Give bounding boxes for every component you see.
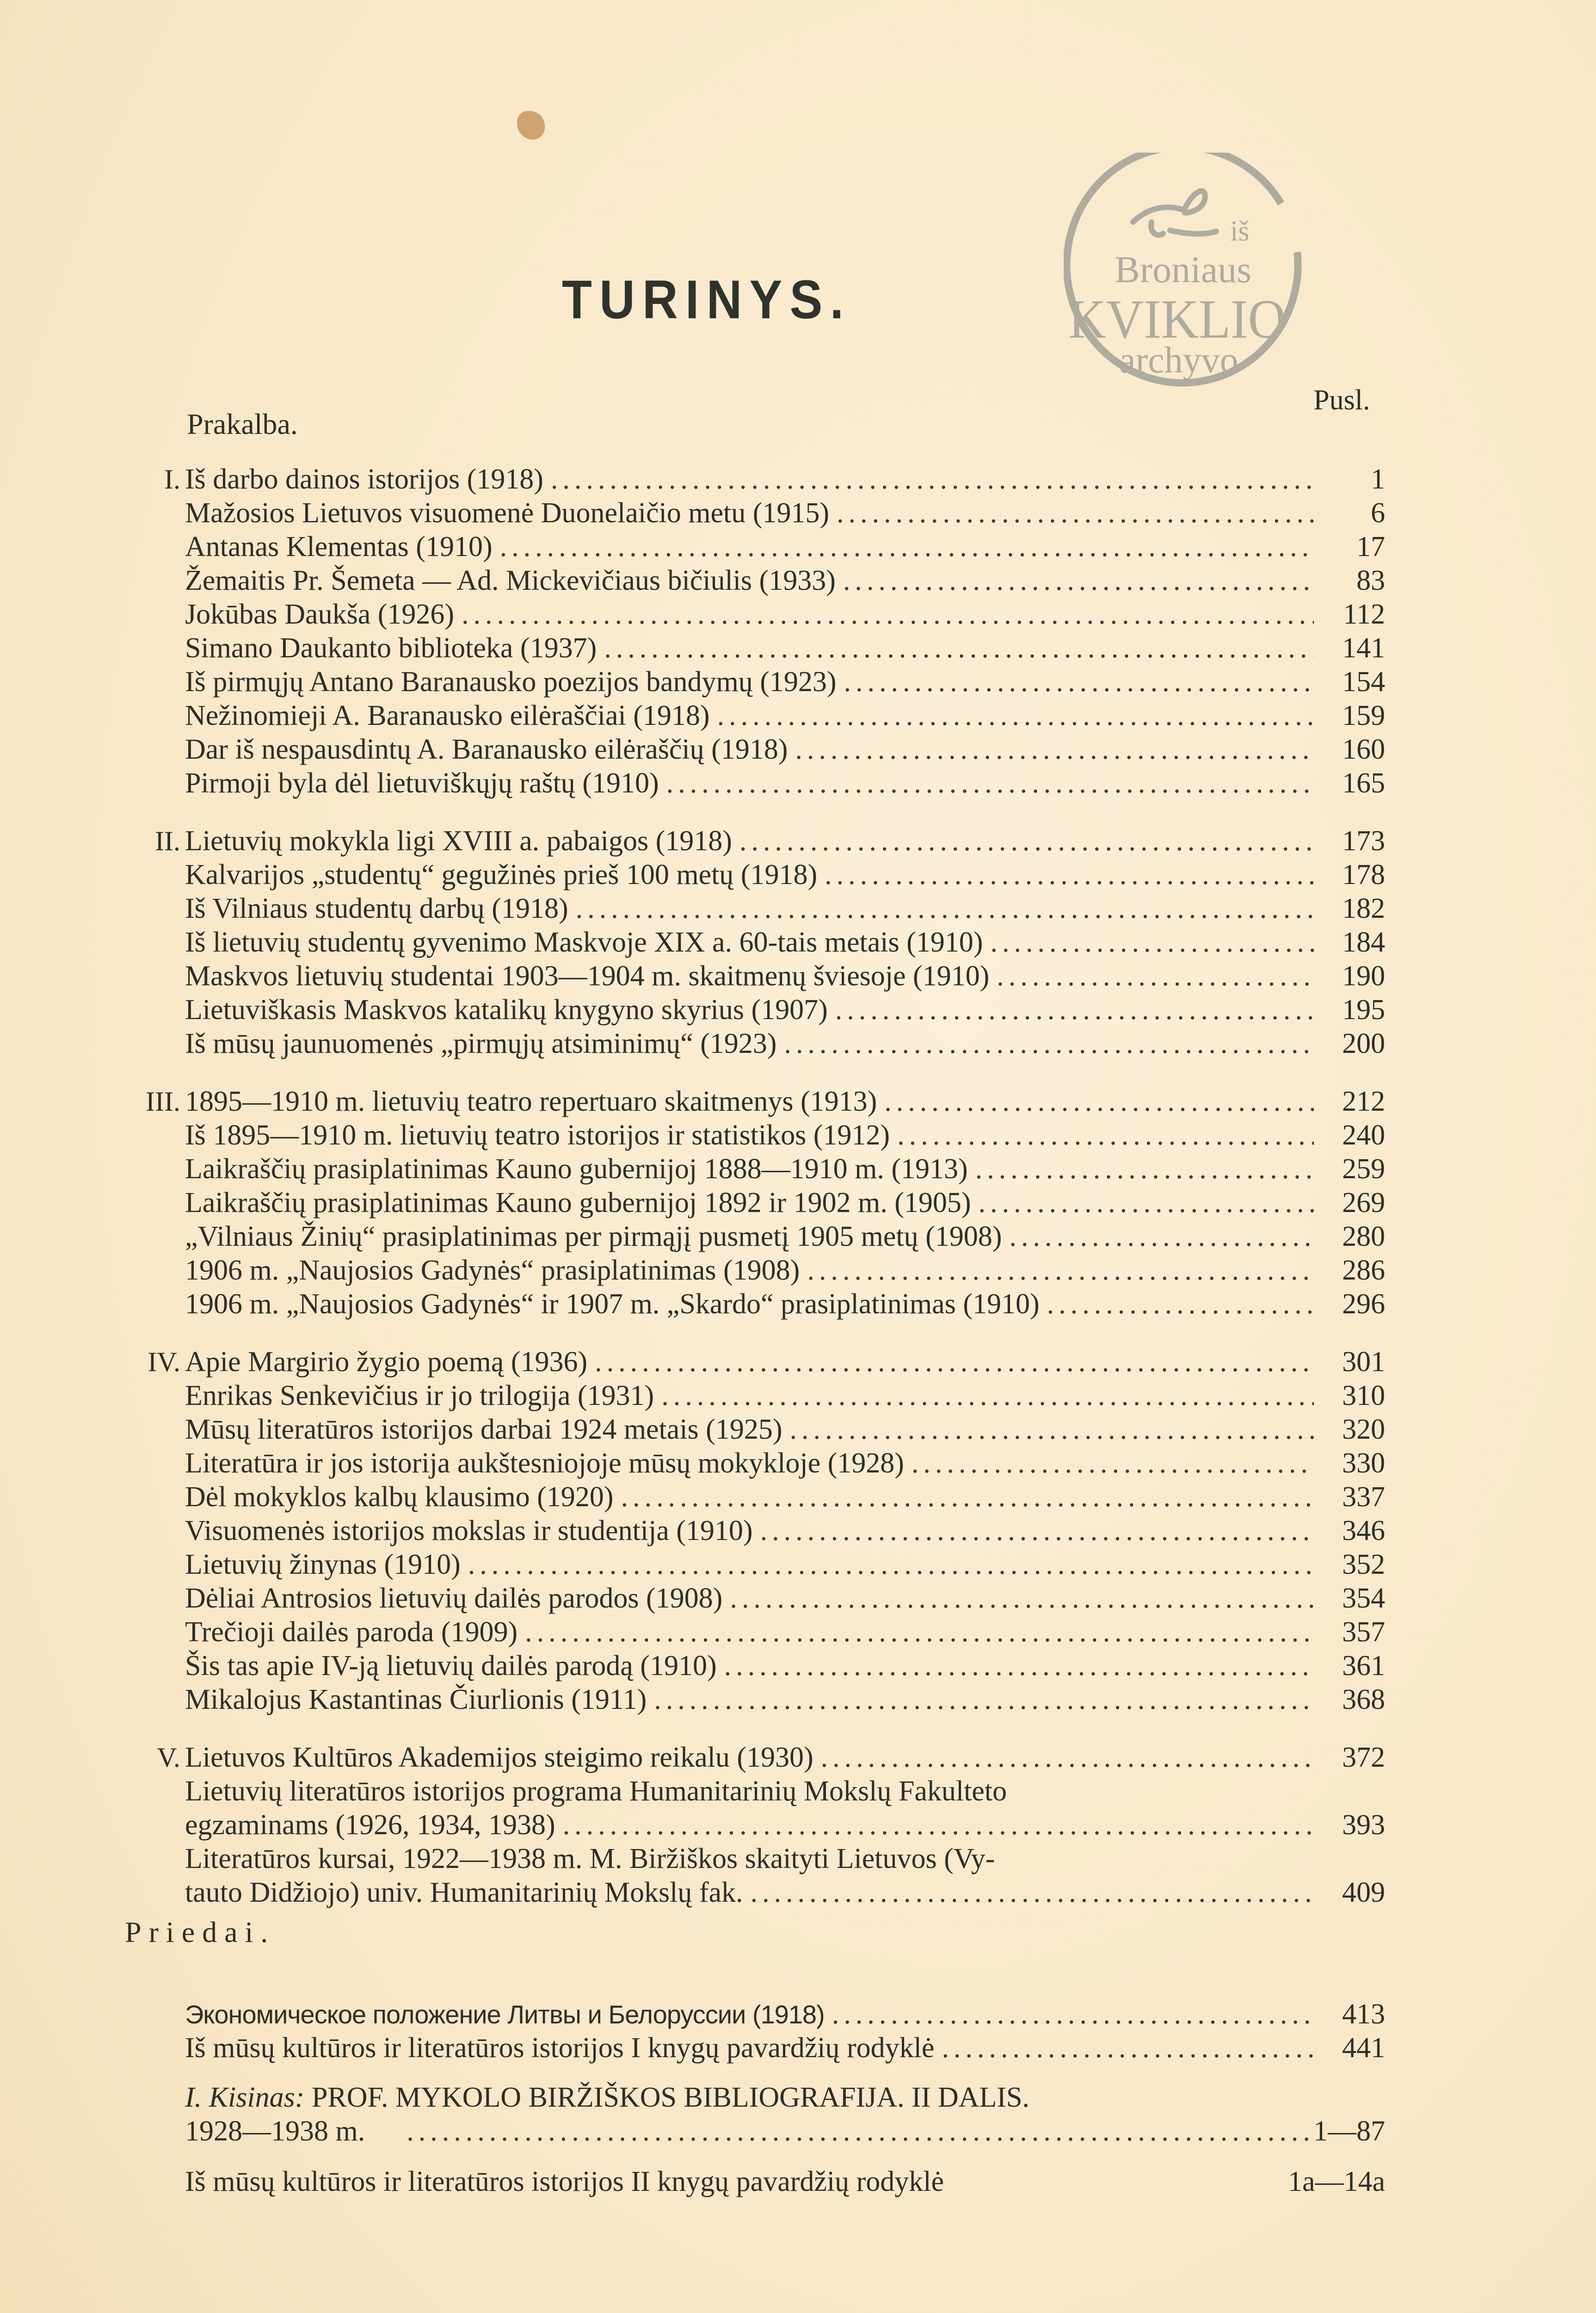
entry-title: Kalvarijos „studentų“ gegužinės prieš 100 metų (1918) bbox=[185, 859, 818, 891]
entry-page: 240 bbox=[1342, 1119, 1385, 1151]
toc-entry[interactable] bbox=[185, 699, 1385, 733]
toc-entry[interactable] bbox=[185, 993, 1385, 1027]
dot-leader bbox=[795, 733, 1314, 767]
dot-leader bbox=[563, 1808, 1314, 1842]
entry-page: 1 bbox=[1371, 464, 1385, 495]
dot-leader bbox=[666, 767, 1314, 800]
entry-title: Literatūra ir jos istorija aukštesniojoje mūsų mokykloje (1928) bbox=[185, 1447, 904, 1479]
dot-leader bbox=[784, 1027, 1314, 1061]
entry-title: Dar iš nespausdintų A. Baranausko eilėraščių (1918) bbox=[185, 734, 788, 765]
dot-leader bbox=[912, 1447, 1314, 1480]
dot-leader bbox=[525, 1615, 1314, 1649]
dot-leader bbox=[997, 959, 1314, 993]
section-numeral: I. bbox=[164, 464, 180, 495]
entry-title: Iš 1895—1910 m. lietuvių teatro istorijos ir statistikos (1912) bbox=[185, 1119, 890, 1151]
entry-page: 354 bbox=[1342, 1583, 1385, 1614]
entry-title: Simano Daukanto biblioteka (1937) bbox=[185, 632, 597, 664]
dot-leader bbox=[576, 892, 1314, 926]
entry-title: 1928—1938 m. bbox=[185, 2115, 365, 2147]
entry-page: 280 bbox=[1342, 1221, 1385, 1252]
toc-entry[interactable] bbox=[185, 1379, 1385, 1413]
archive-stamp bbox=[1064, 153, 1313, 405]
toc-entry[interactable] bbox=[185, 1582, 1385, 1615]
toc-entry[interactable] bbox=[185, 1152, 1385, 1186]
table-of-contents bbox=[125, 463, 1385, 1934]
toc-entry[interactable] bbox=[185, 1808, 1385, 1842]
entry-title: Lietuviškasis Maskvos katalikų knygyno skyrius (1907) bbox=[185, 994, 828, 1026]
dot-leader bbox=[975, 1152, 1314, 1186]
stamp-branch-icon bbox=[1133, 191, 1216, 235]
entry-title: Pirmoji byla dėl lietuviškųjų raštų (1910) bbox=[185, 767, 659, 799]
entry-title: Dėl mokyklos kalbų klausimo (1920) bbox=[185, 1481, 614, 1513]
dot-leader bbox=[751, 1876, 1314, 1910]
entry-page: 259 bbox=[1342, 1153, 1385, 1185]
entry-page: 320 bbox=[1342, 1414, 1385, 1445]
entry-title: Šis tas apie IV-ją lietuvių dailės parodą (1910) bbox=[185, 1650, 717, 1682]
entry-page: 195 bbox=[1342, 994, 1385, 1026]
entry-title: 1906 m. „Naujosios Gadynės“ prasiplatinimas (1908) bbox=[185, 1255, 800, 1286]
stamp-text-archyvo: archyvo bbox=[1119, 340, 1239, 381]
dot-leader bbox=[621, 1480, 1314, 1514]
toc-entry[interactable] bbox=[185, 463, 1385, 496]
entry-page: 154 bbox=[1342, 666, 1385, 698]
section-numeral: IV. bbox=[148, 1347, 180, 1377]
entry-page: 200 bbox=[1342, 1028, 1385, 1059]
entry-title: Lietuvių mokykla ligi XVIII a. pabaigos (1918) bbox=[185, 825, 732, 857]
toc-entry[interactable] bbox=[185, 1683, 1385, 1717]
dot-leader bbox=[730, 1582, 1314, 1615]
dot-leader bbox=[897, 1119, 1314, 1152]
toc-entry[interactable] bbox=[185, 1254, 1385, 1287]
entry-title: Mažosios Lietuvos visuomenė Duonelaičio metu (1915) bbox=[185, 497, 830, 529]
bibliography-author: I. Kisinas: bbox=[185, 2082, 305, 2113]
entry-title: Žemaitis Pr. Šemeta — Ad. Mickevičiaus bičiulis (1933) bbox=[185, 565, 836, 596]
page-title: TURINYS. bbox=[562, 269, 851, 330]
entry-title: Antanas Klementas (1910) bbox=[185, 531, 493, 563]
entry-title: Iš mūsų kultūros ir literatūros istorijos II knygų pavardžių rodyklė bbox=[185, 2166, 944, 2197]
toc-entry[interactable] bbox=[185, 824, 1385, 858]
toc-section bbox=[125, 463, 1385, 800]
dot-leader bbox=[942, 2031, 1314, 2065]
entry-page: 83 bbox=[1356, 565, 1385, 596]
entry-page: 1a—14a bbox=[1288, 2166, 1385, 2197]
entry-page: 286 bbox=[1342, 1255, 1385, 1286]
entry-page: 112 bbox=[1343, 599, 1385, 630]
toc-entry[interactable] bbox=[185, 926, 1385, 959]
entry-title: Mikalojus Kastantinas Čiurlionis (1911) bbox=[185, 1684, 647, 1715]
dot-leader bbox=[979, 1186, 1314, 1220]
entry-page: 1—87 bbox=[1313, 2115, 1385, 2147]
entry-title: Iš Vilniaus studentų darbų (1918) bbox=[185, 893, 568, 924]
entry-title: Mūsų literatūros istorijos darbai 1924 metais (1925) bbox=[185, 1414, 783, 1445]
entry-title-line: Lietuvių literatūros istorijos programa Humanitarinių Mokslų Fakulteto bbox=[185, 1775, 1007, 1807]
toc-entry[interactable] bbox=[185, 1220, 1385, 1254]
entry-page: 182 bbox=[1342, 893, 1385, 924]
dot-leader bbox=[462, 598, 1314, 631]
dot-leader bbox=[807, 1254, 1314, 1287]
toc-section bbox=[125, 1085, 1385, 1321]
toc-entry[interactable] bbox=[185, 1085, 1385, 1119]
section-numeral: V. bbox=[157, 1742, 180, 1773]
dot-leader bbox=[739, 824, 1314, 858]
entry-page: 6 bbox=[1371, 497, 1385, 529]
toc-entry[interactable] bbox=[185, 1447, 1385, 1480]
dot-leader bbox=[1047, 1287, 1314, 1321]
entry-title: Jokūbas Daukša (1926) bbox=[185, 599, 455, 630]
dot-leader bbox=[1009, 1220, 1314, 1254]
entry-page: 441 bbox=[1342, 2032, 1385, 2064]
toc-entry[interactable] bbox=[185, 1998, 1385, 2031]
preface-heading: Prakalba. bbox=[187, 408, 298, 440]
entry-title-line: Literatūros kursai, 1922—1938 m. M. Biržiškos skaityti Lietuvos (Vy- bbox=[185, 1843, 995, 1874]
toc-entry[interactable] bbox=[185, 2165, 1385, 2199]
dot-leader bbox=[835, 993, 1314, 1027]
entry-page: 357 bbox=[1342, 1616, 1385, 1648]
appendix-heading: Priedai. bbox=[125, 1916, 276, 1948]
dot-leader bbox=[990, 926, 1314, 959]
entry-page: 141 bbox=[1342, 632, 1385, 664]
toc-entry[interactable] bbox=[185, 1514, 1385, 1548]
dot-leader bbox=[724, 1649, 1314, 1683]
dot-leader bbox=[825, 858, 1314, 892]
entry-title: Экономическое положение Литвы и Белоруссии (1918) bbox=[185, 2000, 825, 2029]
dot-leader bbox=[717, 699, 1314, 733]
toc-entry[interactable] bbox=[185, 665, 1385, 699]
entry-page: 165 bbox=[1342, 767, 1385, 799]
entry-page: 173 bbox=[1342, 825, 1385, 857]
toc-entry[interactable] bbox=[185, 1413, 1385, 1447]
entry-page: 352 bbox=[1342, 1549, 1385, 1580]
entry-page: 190 bbox=[1342, 960, 1385, 992]
entry-title: Lietuvos Kultūros Akademijos steigimo reikalu (1930) bbox=[185, 1742, 813, 1773]
toc-entry[interactable] bbox=[185, 1186, 1385, 1220]
entry-title: Dėliai Antrosios lietuvių dailės parodos (1908) bbox=[185, 1583, 723, 1614]
toc-section bbox=[125, 1741, 1385, 1910]
toc-entry[interactable] bbox=[185, 564, 1385, 598]
entry-page: 301 bbox=[1342, 1346, 1385, 1378]
toc-entry[interactable] bbox=[185, 1876, 1385, 1910]
dot-leader bbox=[595, 1345, 1314, 1379]
entry-title: Apie Margirio žygio poemą (1936) bbox=[185, 1346, 588, 1378]
entry-page: 159 bbox=[1342, 700, 1385, 731]
index-entry bbox=[125, 2165, 1385, 2199]
toc-entry[interactable] bbox=[185, 959, 1385, 993]
entry-title: Iš pirmųjų Antano Baranausko poezijos bandymų (1923) bbox=[185, 666, 837, 698]
dot-leader bbox=[551, 463, 1314, 496]
toc-entry[interactable] bbox=[185, 1119, 1385, 1152]
entry-page: 296 bbox=[1342, 1288, 1385, 1320]
dot-leader bbox=[821, 1741, 1314, 1775]
entry-page: 17 bbox=[1356, 531, 1385, 563]
dot-leader bbox=[654, 1683, 1314, 1717]
dot-leader bbox=[604, 631, 1314, 665]
section-numeral: II. bbox=[155, 826, 180, 856]
entry-page: 184 bbox=[1342, 927, 1385, 958]
bibliography-title-line bbox=[185, 2081, 1385, 2115]
entry-title: Iš darbo dainos istorijos (1918) bbox=[185, 464, 543, 495]
entry-title: 1895—1910 m. lietuvių teatro repertuaro skaitmenys (1913) bbox=[185, 1086, 877, 1117]
dot-leader bbox=[844, 665, 1314, 699]
pages-column-header: Pusl. bbox=[1313, 384, 1370, 416]
dot-leader bbox=[468, 1548, 1314, 1582]
toc-section bbox=[125, 824, 1385, 1061]
entry-page: 368 bbox=[1342, 1684, 1385, 1715]
entry-title: Laikraščių prasiplatinimas Kauno gubernijoj 1892 ir 1902 m. (1905) bbox=[185, 1187, 971, 1218]
entry-page: 393 bbox=[1342, 1809, 1385, 1841]
dot-leader bbox=[884, 1085, 1314, 1119]
entry-title: 1906 m. „Naujosios Gadynės“ ir 1907 m. „Skardo“ prasiplatinimas (1910) bbox=[185, 1288, 1040, 1320]
toc-entry[interactable] bbox=[185, 2031, 1385, 2065]
toc-entry[interactable] bbox=[185, 1615, 1385, 1649]
section-numeral: III. bbox=[146, 1086, 180, 1117]
toc-entry[interactable] bbox=[185, 1480, 1385, 1514]
entry-page: 178 bbox=[1342, 859, 1385, 891]
dot-leader bbox=[760, 1514, 1314, 1548]
entry-title: Iš mūsų jaunuomenės „pirmųjų atsiminimų“ (1923) bbox=[185, 1028, 777, 1059]
entry-page: 337 bbox=[1342, 1481, 1385, 1513]
entry-title: „Vilniaus Žinių“ prasiplatinimas per pirmąjį pusmetį 1905 metų (1908) bbox=[185, 1221, 1002, 1252]
dot-leader bbox=[832, 1998, 1314, 2031]
toc-entry[interactable] bbox=[185, 1649, 1385, 1683]
toc-entry[interactable] bbox=[185, 2115, 1385, 2148]
dot-leader bbox=[843, 564, 1314, 598]
entry-page: 413 bbox=[1342, 1998, 1385, 2030]
paper-stain bbox=[517, 111, 545, 140]
toc-entry[interactable] bbox=[185, 598, 1385, 631]
entry-page: 330 bbox=[1342, 1447, 1385, 1479]
dot-leader bbox=[661, 1379, 1314, 1413]
entry-page: 372 bbox=[1342, 1742, 1385, 1773]
stamp-text-broniaus: Broniaus bbox=[1115, 248, 1252, 291]
entry-page: 269 bbox=[1342, 1187, 1385, 1218]
entry-page: 409 bbox=[1342, 1877, 1385, 1908]
toc-entry[interactable] bbox=[185, 767, 1385, 800]
stamp-text-is: iš bbox=[1230, 216, 1250, 247]
bibliography-title: PROF. MYKOLO BIRŽIŠKOS BIBLIOGRAFIJA. II DALIS. bbox=[311, 2082, 1029, 2113]
stamp-text-kviklio: KVIKLIO bbox=[1068, 288, 1286, 350]
toc-entry[interactable] bbox=[185, 858, 1385, 892]
toc-entry[interactable] bbox=[185, 1548, 1385, 1582]
dot-leader bbox=[837, 496, 1314, 530]
entry-title: egzaminams (1926, 1934, 1938) bbox=[185, 1809, 555, 1841]
entry-title: Iš lietuvių studentų gyvenimo Maskvoje XIX a. 60-tais metais (1910) bbox=[185, 927, 983, 958]
toc-entry[interactable] bbox=[185, 1287, 1385, 1321]
dot-leader bbox=[407, 2115, 1313, 2148]
toc-section bbox=[125, 1345, 1385, 1717]
appendix-list bbox=[125, 1998, 1385, 2065]
dot-leader bbox=[500, 530, 1314, 564]
toc-entry[interactable] bbox=[185, 892, 1385, 926]
toc-entry[interactable] bbox=[185, 631, 1385, 665]
entry-page: 160 bbox=[1342, 734, 1385, 765]
toc-entry[interactable] bbox=[185, 1027, 1385, 1061]
toc-entry[interactable] bbox=[185, 1741, 1385, 1775]
entry-title: Maskvos lietuvių studentai 1903—1904 m. skaitmenų šviesoje (1910) bbox=[185, 960, 990, 992]
entry-title: Enrikas Senkevičius ir jo trilogija (1931) bbox=[185, 1380, 654, 1411]
entry-page: 212 bbox=[1342, 1086, 1385, 1117]
toc-entry[interactable] bbox=[185, 733, 1385, 767]
toc-entry[interactable] bbox=[185, 1345, 1385, 1379]
dot-leader bbox=[789, 1413, 1314, 1447]
entry-title: Visuomenės istorijos mokslas ir studentija (1910) bbox=[185, 1515, 753, 1546]
entry-title: Lietuvių žinynas (1910) bbox=[185, 1549, 461, 1580]
bibliography-entry bbox=[125, 2081, 1385, 2148]
entry-title: Iš mūsų kultūros ir literatūros istorijos I knygų pavardžių rodyklė bbox=[185, 2032, 935, 2064]
entry-title: Nežinomieji A. Baranausko eilėraščiai (1918) bbox=[185, 700, 710, 731]
entry-title: Laikraščių prasiplatinimas Kauno gubernijoj 1888—1910 m. (1913) bbox=[185, 1153, 968, 1185]
toc-entry[interactable] bbox=[185, 496, 1385, 530]
toc-entry[interactable] bbox=[185, 530, 1385, 564]
entry-page: 361 bbox=[1342, 1650, 1385, 1682]
entry-title: tauto Didžiojo) univ. Humanitarinių Mokslų fak. bbox=[185, 1877, 743, 1908]
entry-page: 346 bbox=[1342, 1515, 1385, 1546]
entry-page: 310 bbox=[1342, 1380, 1385, 1411]
entry-title: Trečioji dailės paroda (1909) bbox=[185, 1616, 518, 1648]
